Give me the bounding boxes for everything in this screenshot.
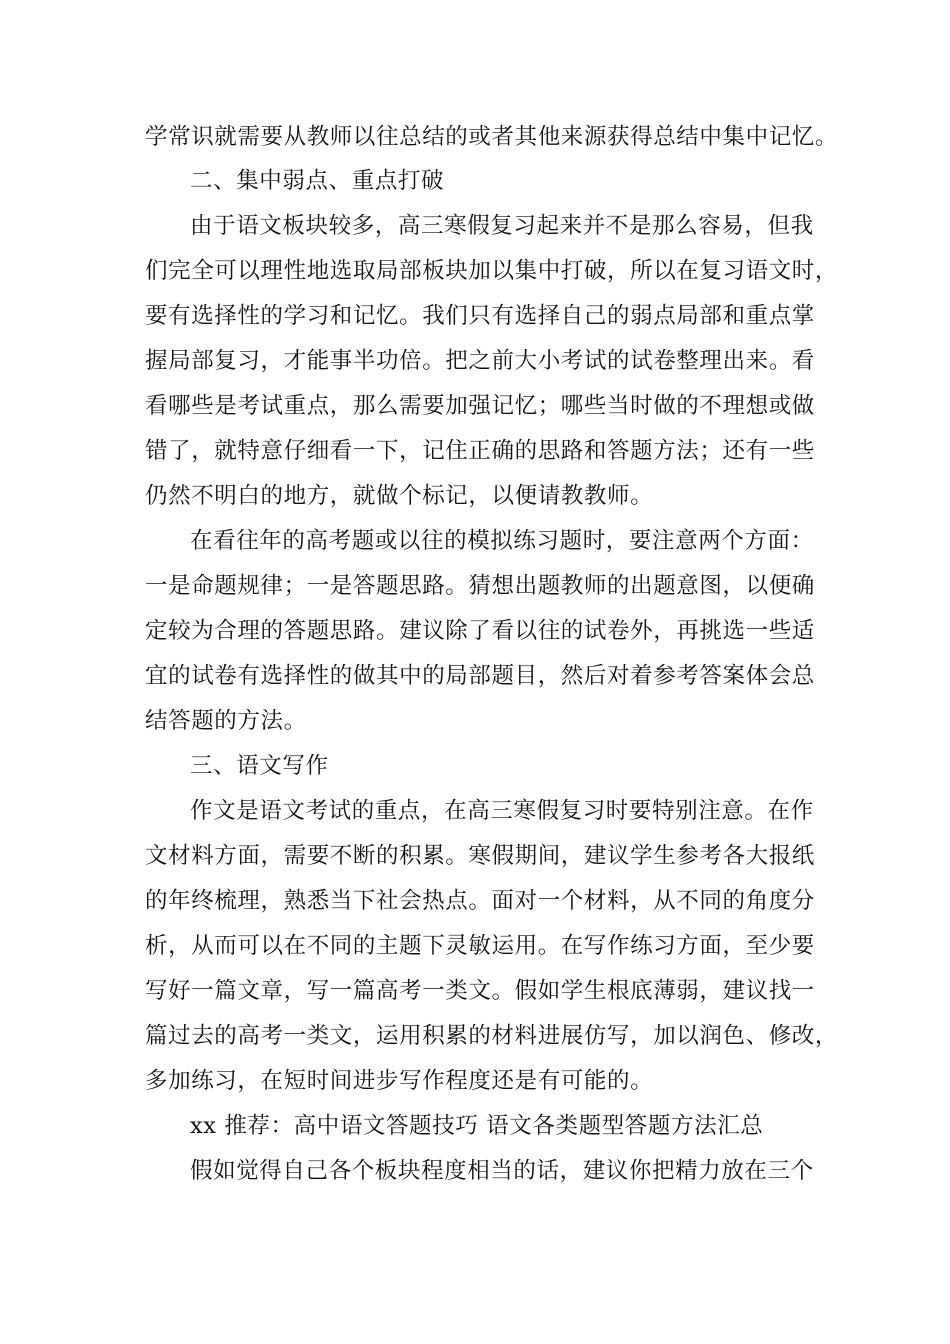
text-line: 学常识就需要从教师以往总结的或者其他来源获得总结中集中记忆。 (145, 124, 839, 150)
text-line: 的年终梳理，熟悉当下社会热点。面对一个材料，从不同的角度分 (145, 888, 815, 914)
section-heading: 三、语文写作 (190, 753, 329, 779)
recommendation-line: xx 推荐：高中语文答题技巧 语文各类题型答题方法汇总 (190, 1113, 764, 1139)
text-line: 写好一篇文章，写一篇高考一类文。假如学生根底薄弱，建议找一 (145, 978, 815, 1004)
paragraph-first-line: 在看往年的高考题或以往的模拟练习题时，要注意两个方面： (190, 528, 814, 554)
text-line: 篇过去的高考一类文，运用积累的材料进展仿写，加以润色、修改， (145, 1023, 839, 1049)
paragraph-first-line: 由于语文板块较多，高三寒假复习起来并不是那么容易，但我 (190, 213, 814, 239)
section-heading: 二、集中弱点、重点打破 (190, 168, 445, 194)
paragraph-first-line: 假如觉得自己各个板块程度相当的话，建议你把精力放在三个 (190, 1158, 814, 1184)
text-line: 定较为合理的答题思路。建议除了看以往的试卷外，再挑选一些适 (145, 618, 815, 644)
text-line: 要有选择性的学习和记忆。我们只有选择自己的弱点局部和重点掌 (145, 303, 815, 329)
text-line: 看哪些是考试重点，那么需要加强记忆；哪些当时做的不理想或做 (145, 393, 815, 419)
text-line: 们完全可以理性地选取局部板块加以集中打破，所以在复习语文时， (145, 258, 839, 284)
text-line: 多加练习，在短时间进步写作程度还是有可能的。 (145, 1068, 654, 1094)
paragraph-first-line: 作文是语文考试的重点，在高三寒假复习时要特别注意。在作 (190, 798, 814, 824)
text-line: 一是命题规律；一是答题思路。猜想出题教师的出题意图，以便确 (145, 573, 815, 599)
text-line: 结答题的方法。 (145, 708, 307, 734)
text-line: 宜的试卷有选择性的做其中的局部题目，然后对着参考答案体会总 (145, 663, 815, 689)
text-line: 握局部复习，才能事半功倍。把之前大小考试的试卷整理出来。看 (145, 348, 815, 374)
text-line: 析，从而可以在不同的主题下灵敏运用。在写作练习方面，至少要 (145, 933, 815, 959)
text-line: 仍然不明白的地方，就做个标记，以便请教教师。 (145, 483, 654, 509)
text-line: 文材料方面，需要不断的积累。寒假期间，建议学生参考各大报纸 (145, 843, 815, 869)
text-line: 错了，就特意仔细看一下，记住正确的思路和答题方法；还有一些 (145, 438, 815, 464)
